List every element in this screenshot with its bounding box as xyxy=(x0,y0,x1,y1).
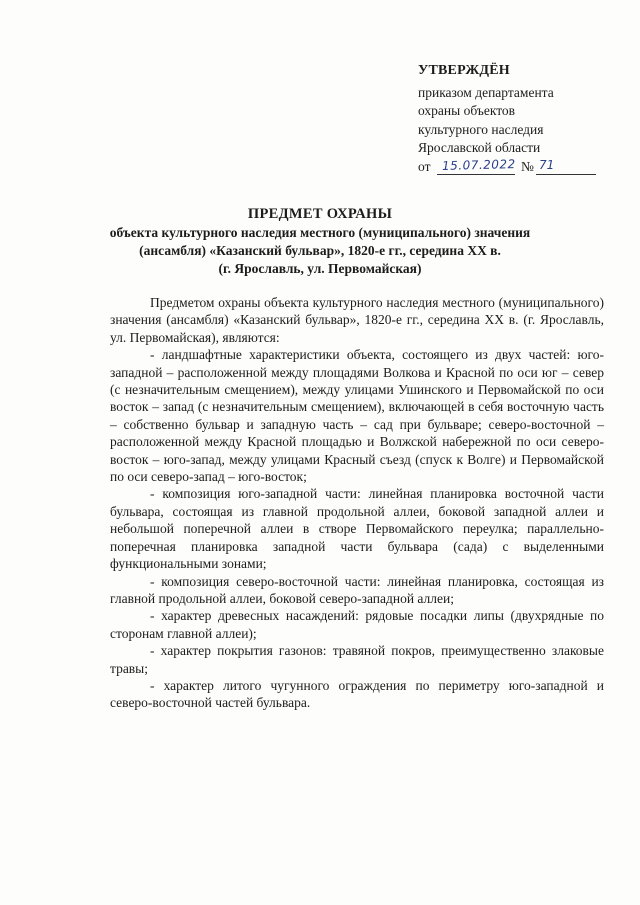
approval-line: охраны объектов xyxy=(418,103,516,118)
body-paragraph: - характер литого чугунного ограждения по периметру юго-западной и северо-восточной частей бульвара. xyxy=(110,677,604,711)
body-paragraph: Предметом охраны объекта культурного наследия местного (муниципального) значения (ансамбля) «Казанский бульвар», 1820-е гг., середина XX в. (г. Ярославль, ул. Первомайская), являются: xyxy=(110,295,604,345)
subtitle-line: (ансамбля) «Казанский бульвар», 1820-е гг., середина XX в. xyxy=(139,243,501,258)
order-number: 71 xyxy=(539,157,555,172)
approval-heading: УТВЕРЖДЁН xyxy=(418,63,510,78)
approval-line: приказом департамента xyxy=(418,84,554,100)
body-paragraph: - композиция северо-восточной части: линейная планировка, состоящая из главной продольной аллеи, боковой северо-западной аллеи; xyxy=(110,573,604,606)
order-date: 15.07.2022 xyxy=(441,156,516,173)
document-body xyxy=(110,294,604,712)
body-paragraph: - характер древесных насаждений: рядовые посадки липы (двухрядные по сторонам главной аллеи); xyxy=(110,608,604,641)
document-title: ПРЕДМЕТ ОХРАНЫ xyxy=(247,206,393,222)
body-paragraph: - характер покрытия газонов: травяной покров, преимущественно злаковые травы; xyxy=(110,643,604,676)
body-paragraph: - ландшафтные характеристики объекта, состоящего из двух частей: юго-западной – расположенной между площадями Волкова и Красной по оси юг – север (с незначительным смещением), между улицами Ушинского и Первомайской по оси восток – запад (с незначительным смещением), включающей в себя восточную часть – собственно бульвар и западную часть – сад при бульваре; северо-восточной – расположенной между Красной площадью и Волжской набережной по оси северо-восток – юго-запад, между улицами Красный съезд (спуск к Волге) и Первомайской по оси северо-запад – юго-восток; xyxy=(110,347,604,485)
approval-line: культурного наследия xyxy=(418,121,544,137)
document-subtitle xyxy=(90,224,550,278)
order-number-sign: № xyxy=(521,158,534,174)
body-paragraph: - композиция юго-западной части: линейная планировка восточной части бульвара, состоящая из главной продольной аллеи, боковой западной аллеи и небольшой поперечной аллеи в створе Первомайского переулка; параллельно-поперечная планировка западной части бульвара (сада) с выделенными функциональными зонами; xyxy=(110,486,604,572)
subtitle-line: объекта культурного наследия местного (муниципального) значения xyxy=(109,225,531,240)
order-reference xyxy=(418,158,618,178)
approval-line: Ярославской области xyxy=(418,140,541,155)
order-prefix: от xyxy=(418,158,431,174)
subtitle-line: (г. Ярославль, ул. Первомайская) xyxy=(218,261,422,276)
approval-block xyxy=(418,62,618,178)
